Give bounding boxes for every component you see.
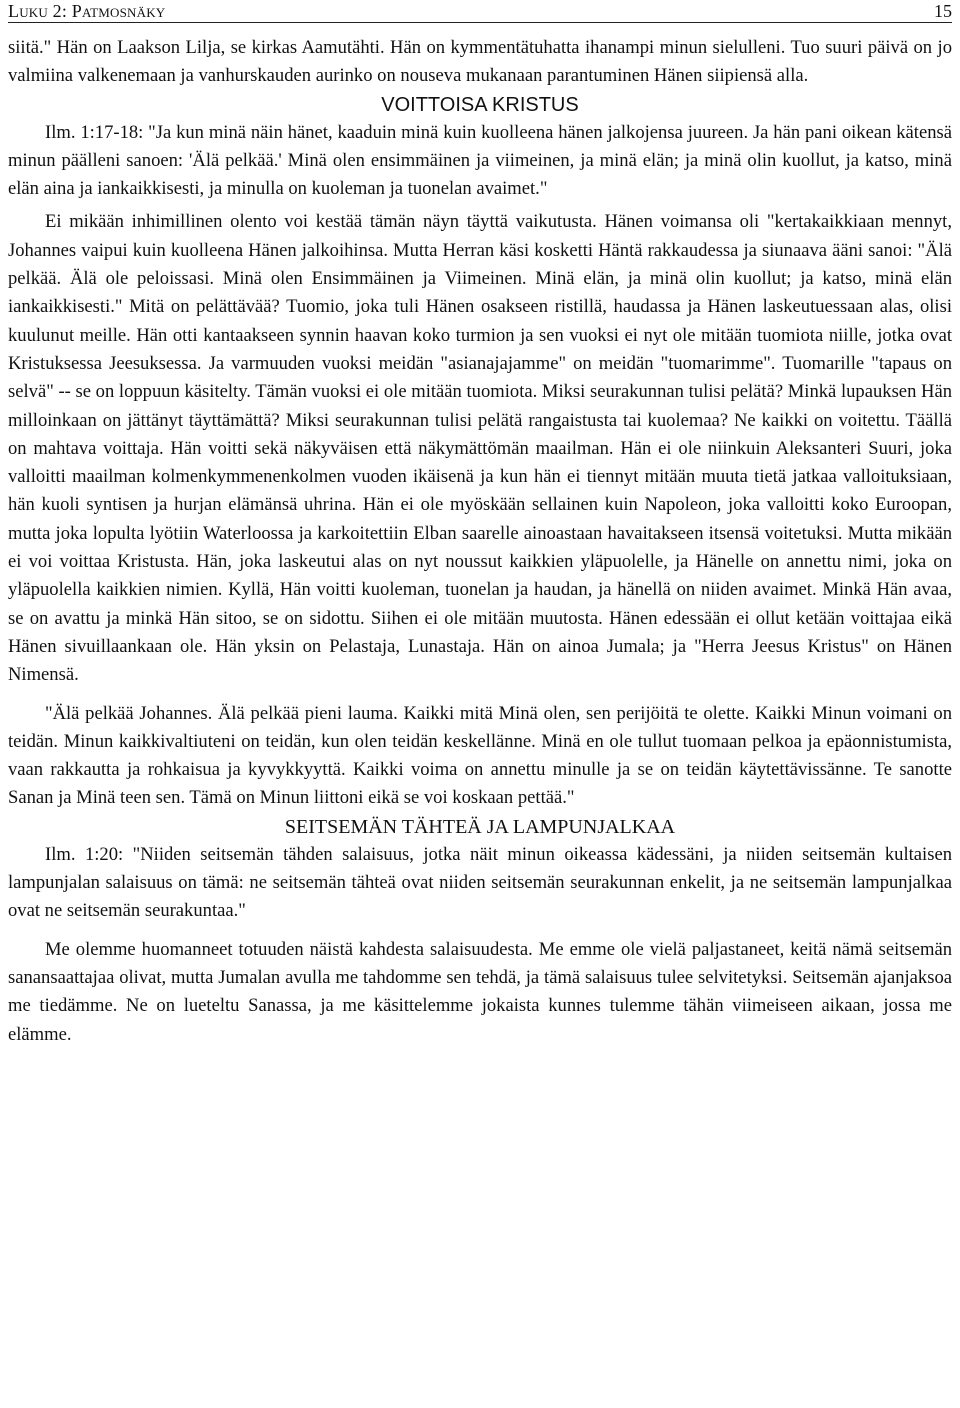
- section-heading-seitseman-tahtea: SEITSEMÄN TÄHTEÄ JA LAMPUNJALKAA: [284, 815, 676, 838]
- paragraph-body-2: "Älä pelkää Johannes. Älä pelkää pieni lauma. Kaikki mitä Minä olen, sen perijöitä te olette. Kaikki Minun voimani on teidän. Minun kaikkivaltiuteni on teidän, kun olen teidän keskellänne. Minä en ole tullut tuomaan pelkoa ja epäonnistumista, vaan rakkautta ja rohkaisua ja kyvykkyyttä. Kaikki voima on annettu minulle ja se on teidän käytettävissänne. Te sanotte Sanan ja Minä teen sen. Tämä on Minun liittoni eikä se voi koskaan pettää.": [8, 702, 952, 809]
- paragraph-body-3: Me olemme huomanneet totuuden näistä kahdesta salaisuudesta. Me emme ole vielä paljastaneet, keitä nämä seitsemän sanansaattajaa olivat, mutta Jumalan avulla me tahdomme sen tehdä, ja tämä salaisuus tulee selvitetyksi. Seitsemän ajanjaksoa me tiedämme. Ne on lueteltu Sanassa, ja me käsittelemme jokaista kunnes tulemme tähän viimeiseen aikaan, jossa me elämme.: [8, 938, 952, 1045]
- section-heading-voittoisa-kristus: VOITTOISA KRISTUS: [381, 93, 579, 116]
- page-header: [8, 0, 952, 23]
- paragraph-body: Ei mikään inhimillinen olento voi kestää tämän näyn täyttä vaikutusta. Hänen voimansa oli "kertakaikkiaan mennyt, Johannes vaipui kuin kuolleena Hänen jalkoihinsa. Mutta Herran käsi kosketti Häntä rakkaudessa ja siunaava ääni sanoi: "Älä pelkää. Älä ole peloissasi. Minä olen Ensimmäinen ja Viimeinen. Minä elän, ja minä olin kuollut; ja katso, minä elän iankaikkisesti." Mitä on pelättävää? Tuomio, joka tuli Hänen osakseen ristillä, haudassa ja Hänen laskeutuessaan alas, olisi kuulunut meille. Hän otti kantaakseen synnin haavan koko turmion ja sen vuoksi ei nyt ole mitään tuomiota niille, jotka ovat Kristuksessa Jeesuksessa. Ja varmuuden vuoksi meidän "asianajajamme" on meidän "tuomarimme". Tuomarille "tapaus on selvä" -- se on loppuun käsitelty. Tämän vuoksi ei ole mitään tuomiota. Miksi seurakunnan tulisi pelätä? Minkä lupauksen Hän milloinkaan on jättänyt täyttämättä? Miksi seurakunnan tulisi pelätä rangaistusta tai kuolemaa? Ne kaikki on voitettu. Täällä on mahtava voittaja. Hän voitti sekä näkyväisen että näkymättömän maailman. Hän ei ole niinkuin Aleksanteri Suuri, joka valloitti maailman kolmenkymmenenkolmen vuoden ikäisenä ja kun hän ei tiennyt mitään muuta tietä jatkaa valloituksiaan, hän kuoli syntisen ja hurjan elämänsä uhrina. Hän ei ole myöskään sellainen kuin Napoleon, joka valloitti koko Euroopan, mutta joka lopulta lyötiin Waterloossa ja karkoitettiin Elban saarelle ainoastaan havaitakseen itsensä voitetuksi. Mutta mikään ei voi voittaa Kristusta. Hän, joka laskeutui alas on nyt noussut kaikkien yläpuolelle, ja Hänelle on annettu nimi, joka on yläpuolella kaikkien nimien. Kyllä, Hän voitti kuoleman, tuonelan ja haudan, ja hänellä on niiden avaimet. Minkä Hän avaa, se on avattu ja minkä Hän sitoo, se on sidottu. Siihen ei ole mitään muutosta. Hänen edessään ei ollut ketään voittajaa eikä Hänen sivuillaankaan ole. Hän yksin on Pelastaja, Lunastaja. Hän on ainoa Jumala; ja "Herra Jeesus Kristus" on Hänen Nimensä.: [8, 211, 952, 686]
- document-body: [8, 34, 952, 1049]
- running-title: Luku 2: Patmosnäky: [8, 1, 166, 21]
- paragraph-continued: siitä." Hän on Laakson Lilja, se kirkas Aamutähti. Hän on kymmentätuhatta ihanampi minun sielulleni. Tuo suuri päivä on jo valmiina valkenemaan ja vanhurskauden aurinko on nouseva mukanaan parantuminen Hänen siipiensä alla.: [8, 37, 952, 87]
- scripture-quote-rev-1-20: Ilm. 1:20: "Niiden seitsemän tähden salaisuus, jotka näit minun oikeassa kädessäni, ja niiden seitsemän kultaisen lampunjalan salaisuus on tämä: ne seitsemän tähteä ovat niiden seitsemän seurakunnan enkelit, ja ne seitsemän lampunjalkaa ovat ne seitsemän seurakuntaa.": [8, 843, 952, 922]
- page-number: 15: [934, 1, 952, 21]
- scripture-quote-rev-1-17: Ilm. 1:17-18: "Ja kun minä näin hänet, kaaduin minä kuin kuolleena hänen jalkojensa juureen. Ja hän pani oikean kätensä minun päälleni sanoen: 'Älä pelkää.' Minä olen ensimmäinen ja viimeinen, ja minä elän; ja minä olin kuollut, ja katso, minä elän aina ja iankaikkisesti, ja minulla on kuoleman ja tuonelan avaimet.": [8, 121, 952, 200]
